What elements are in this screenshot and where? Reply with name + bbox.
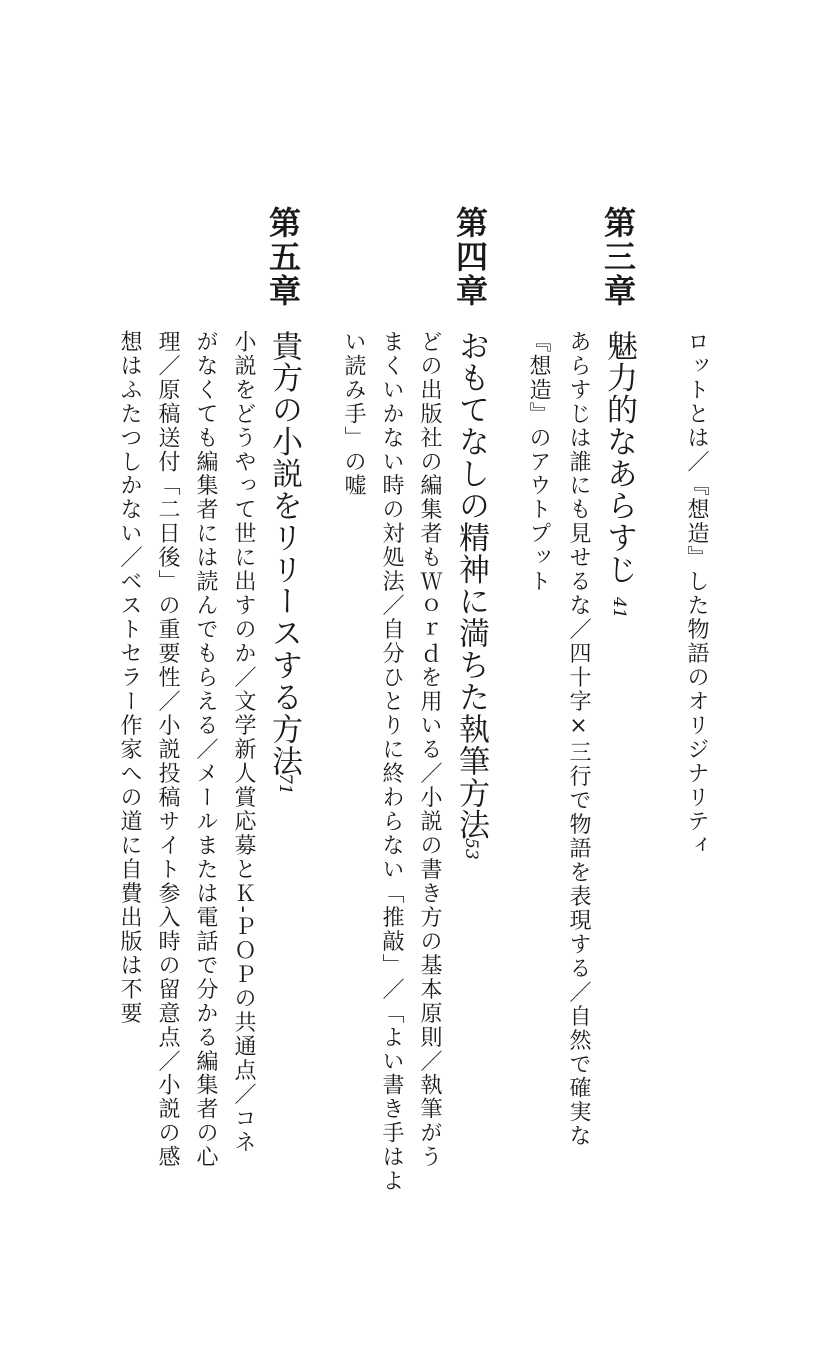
chapter-4-desc-line-3: い読み手」の嘘 [341, 330, 366, 498]
chapter-5-page-number: 71 [275, 773, 295, 795]
chapter-5-desc-line-3: 理／原稿送付「二日後」の重要性／小説投稿サイト参入時の留意点／小説の感 [155, 330, 180, 1170]
chapter-4-label: 第四章 [451, 206, 489, 308]
chapter-5-desc-line-4: 想はふたつしかない／ベストセラー作家への道に自費出版は不要 [117, 330, 142, 1026]
chapter-4-page-number: 53 [461, 838, 481, 860]
chapter-4-desc-line-1: どの出版社の編集者もＷｏｒｄを用いる／小説の書き方の基本原則／執筆がう [417, 330, 442, 1170]
chapter-3-title: 魅力的なあらすじ [601, 330, 637, 586]
chapter-5-label: 第五章 [264, 206, 302, 308]
chapter-5-desc-line-1: 小説をどうやって世に出すのか／文学新人賞応募とＫ‐ＰＯＰの共通点／コネ [231, 330, 256, 1155]
chapter-3-desc-line-2: 『想造』のアウトプット [526, 330, 551, 594]
chapter-3-label: 第三章 [599, 206, 637, 308]
chapter-5-desc-line-2: がなくても編集者には読んでもらえる／メールまたは電話で分かる編集者の心 [193, 330, 218, 1170]
chapter-4-desc-line-2: まくいかない時の対処法／自分ひとりに終わらない「推敲」／「よい書き手はよ [379, 330, 404, 1194]
chapter-3-intro-line: ロットとは／『想造』した物語のオリジナリティ [684, 330, 709, 858]
chapter-3-desc-line-1: あらすじは誰にも見せるな／四十字×三行で物語を表現する／自然で確実な [566, 330, 591, 1149]
chapter-3-page-number: 41 [609, 597, 629, 619]
chapter-5-title: 貴方の小説をリリースする方法 [266, 330, 302, 778]
chapter-4-title: おもてなしの精神に満ちた執筆方法 [453, 330, 489, 841]
